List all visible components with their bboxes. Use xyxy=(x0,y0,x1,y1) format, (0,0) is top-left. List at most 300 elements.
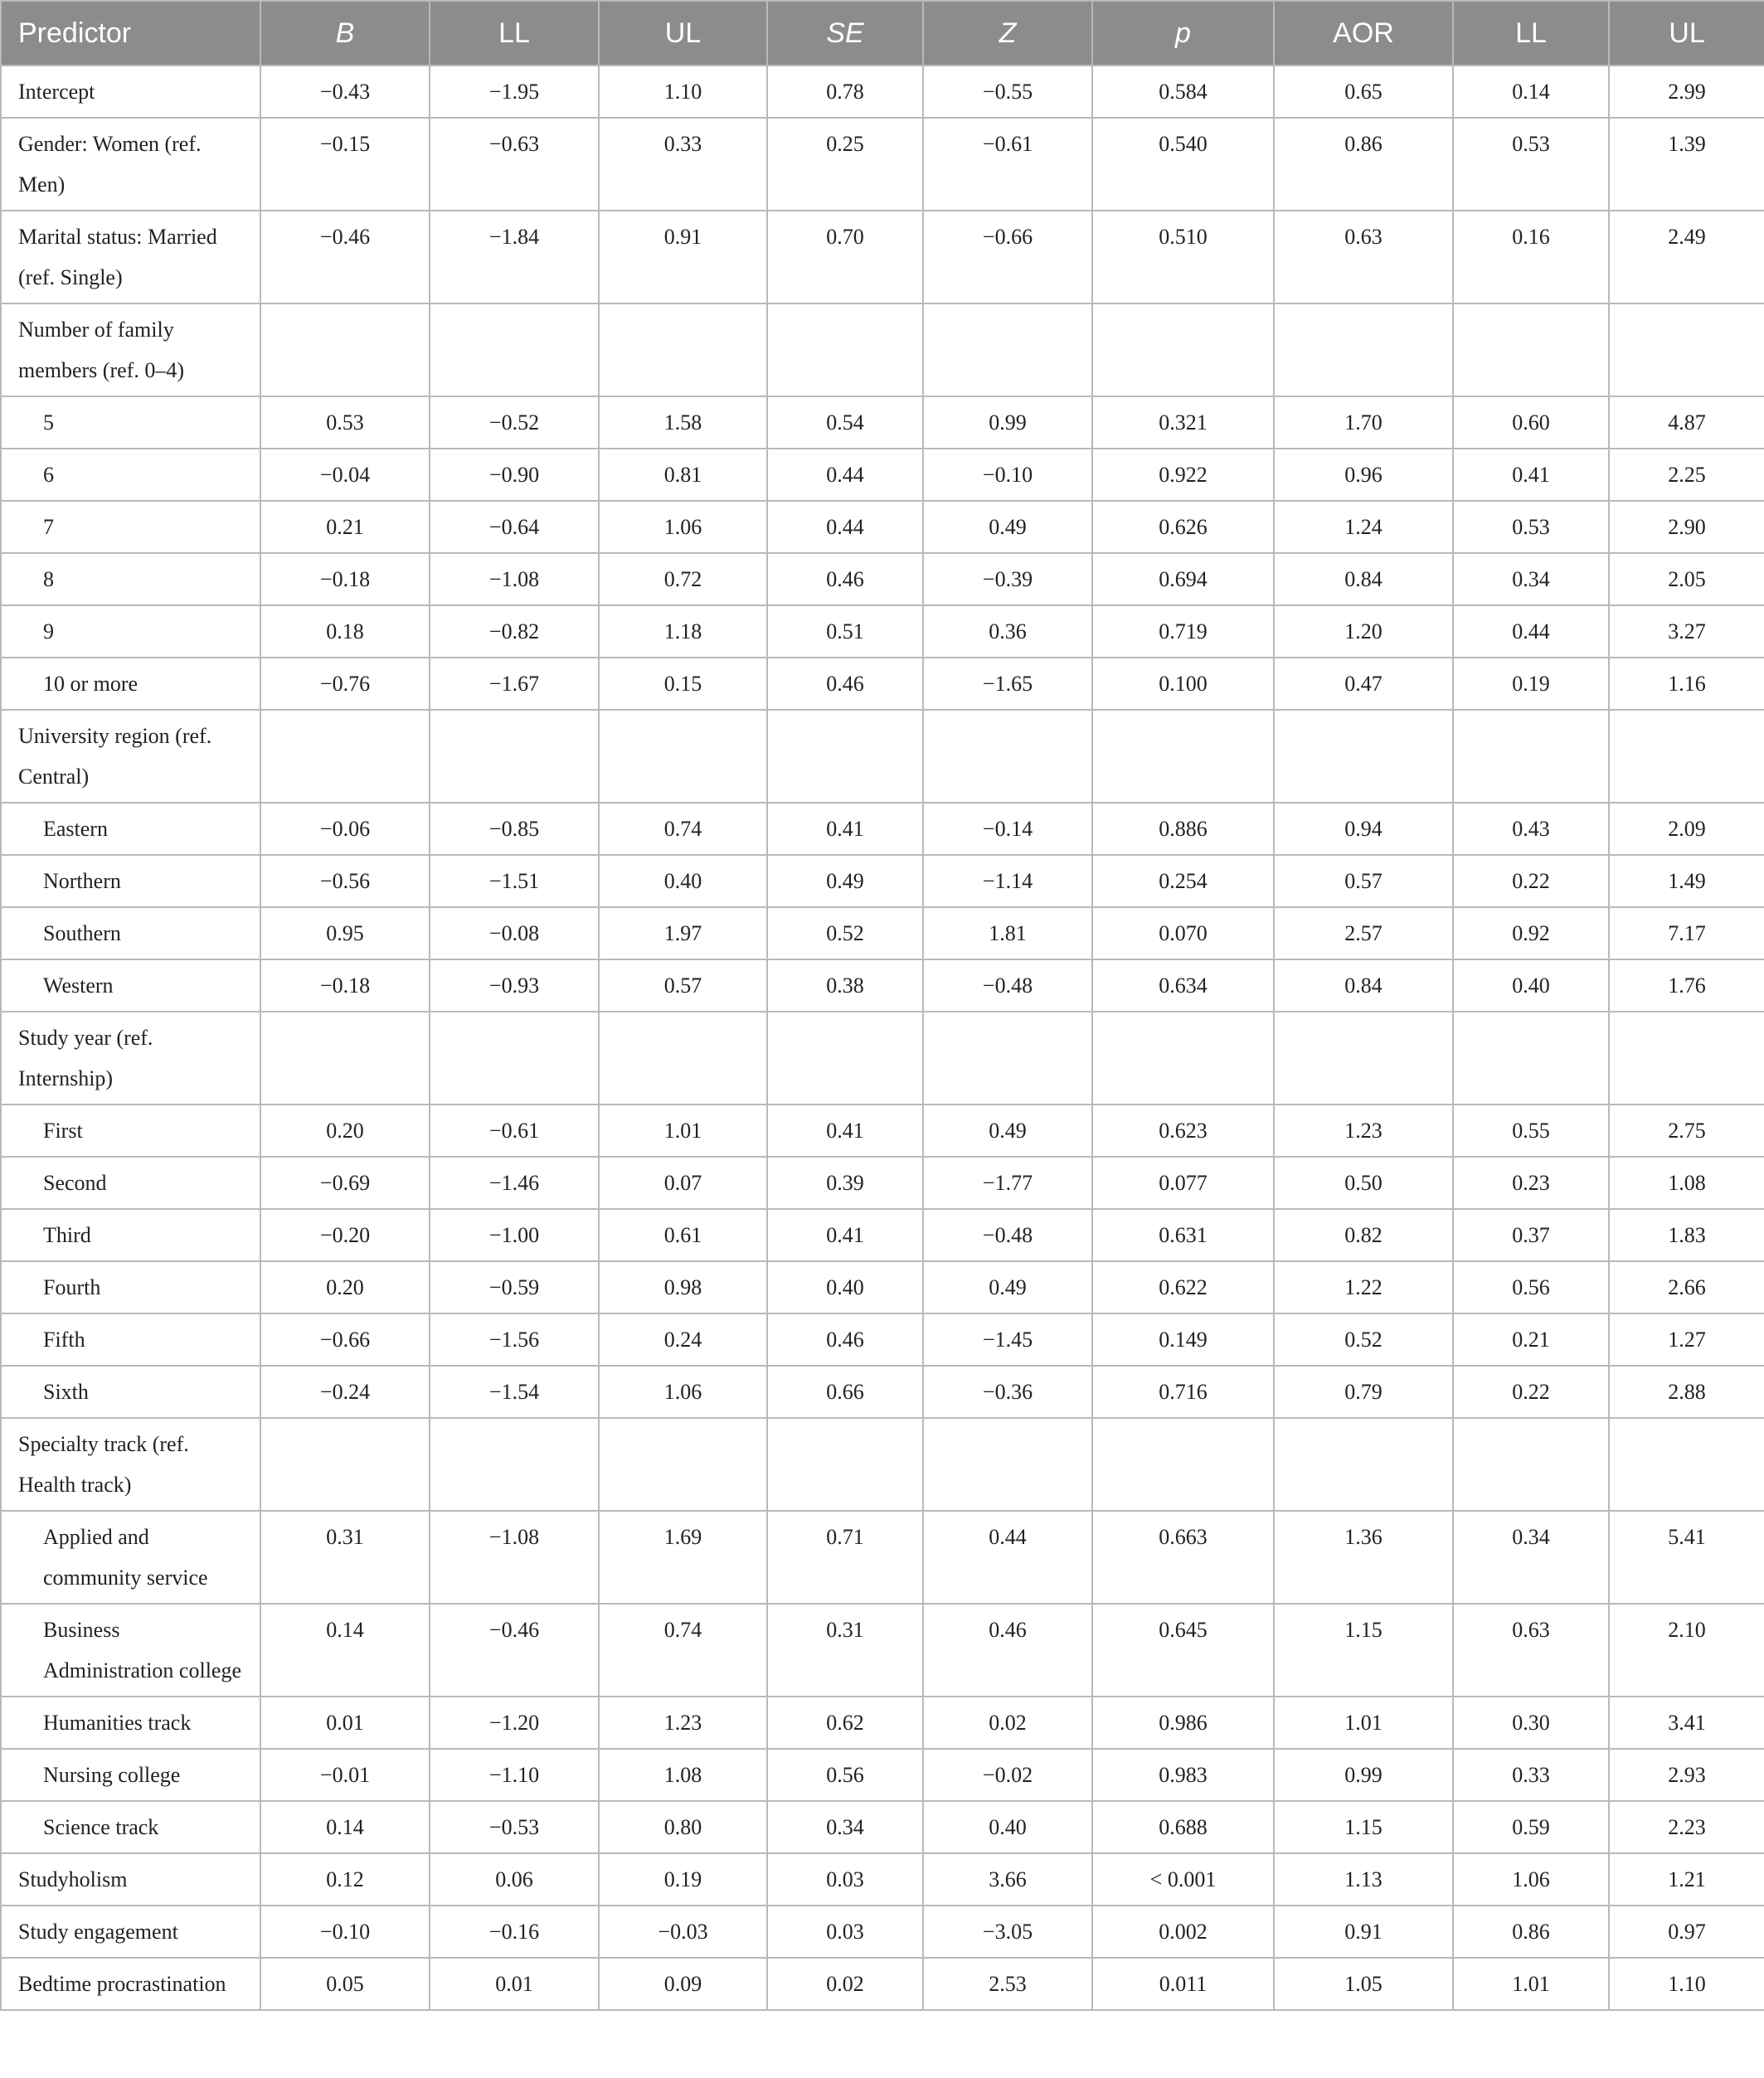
value-cell: 0.37 xyxy=(1453,1209,1609,1261)
value-cell: 1.01 xyxy=(1274,1697,1453,1749)
value-cell xyxy=(599,1418,767,1511)
value-cell xyxy=(1453,1012,1609,1105)
value-cell: −0.46 xyxy=(430,1604,599,1697)
value-cell: 0.986 xyxy=(1092,1697,1274,1749)
table-row xyxy=(1,855,1764,907)
value-cell: 0.321 xyxy=(1092,396,1274,449)
value-cell: 0.002 xyxy=(1092,1906,1274,1958)
value-cell: −0.10 xyxy=(260,1906,430,1958)
value-cell: 1.08 xyxy=(599,1749,767,1801)
value-cell: 0.49 xyxy=(767,855,923,907)
value-cell: 1.13 xyxy=(1274,1853,1453,1906)
table-row xyxy=(1,1157,1764,1209)
value-cell xyxy=(430,1012,599,1105)
value-cell: 2.53 xyxy=(923,1958,1092,2010)
value-cell: 2.25 xyxy=(1609,449,1764,501)
row-sublabel: Nursing college xyxy=(1,1749,260,1801)
row-label: Studyholism xyxy=(1,1853,260,1906)
value-cell: 1.06 xyxy=(599,1366,767,1418)
value-cell: −0.61 xyxy=(923,118,1092,211)
value-cell: −0.90 xyxy=(430,449,599,501)
value-cell xyxy=(1453,710,1609,803)
table-row xyxy=(1,1906,1764,1958)
value-cell: 0.52 xyxy=(1274,1313,1453,1366)
value-cell xyxy=(923,303,1092,396)
value-cell xyxy=(923,1012,1092,1105)
table-row xyxy=(1,1958,1764,2010)
table-row xyxy=(1,1749,1764,1801)
value-cell: −0.69 xyxy=(260,1157,430,1209)
value-cell: 1.39 xyxy=(1609,118,1764,211)
value-cell: 0.070 xyxy=(1092,907,1274,959)
value-cell: 1.05 xyxy=(1274,1958,1453,2010)
value-cell: 0.91 xyxy=(1274,1906,1453,1958)
row-sublabel: Applied and community service xyxy=(1,1511,260,1604)
value-cell xyxy=(599,710,767,803)
value-cell: 3.66 xyxy=(923,1853,1092,1906)
value-cell: 0.49 xyxy=(923,1105,1092,1157)
value-cell xyxy=(767,1012,923,1105)
row-sublabel: 7 xyxy=(1,501,260,553)
value-cell: −0.16 xyxy=(430,1906,599,1958)
value-cell: −0.59 xyxy=(430,1261,599,1313)
value-cell: −0.64 xyxy=(430,501,599,553)
value-cell xyxy=(1609,710,1764,803)
value-cell: 1.10 xyxy=(599,66,767,118)
value-cell: 0.91 xyxy=(599,211,767,303)
value-cell xyxy=(430,710,599,803)
value-cell: 0.19 xyxy=(1453,658,1609,710)
value-cell xyxy=(1274,303,1453,396)
value-cell: −0.48 xyxy=(923,959,1092,1012)
value-cell: 0.44 xyxy=(767,501,923,553)
value-cell: 0.65 xyxy=(1274,66,1453,118)
value-cell: −1.45 xyxy=(923,1313,1092,1366)
value-cell: 0.47 xyxy=(1274,658,1453,710)
value-cell: −0.20 xyxy=(260,1209,430,1261)
value-cell: 0.34 xyxy=(1453,553,1609,605)
value-cell: 0.33 xyxy=(1453,1749,1609,1801)
row-label: Gender: Women (ref. Men) xyxy=(1,118,260,211)
value-cell: −0.18 xyxy=(260,553,430,605)
table-row xyxy=(1,1853,1764,1906)
value-cell: 0.886 xyxy=(1092,803,1274,855)
value-cell: 0.74 xyxy=(599,1604,767,1697)
table-row xyxy=(1,1261,1764,1313)
value-cell: 0.55 xyxy=(1453,1105,1609,1157)
value-cell: 1.06 xyxy=(1453,1853,1609,1906)
value-cell: 0.634 xyxy=(1092,959,1274,1012)
value-cell: 0.922 xyxy=(1092,449,1274,501)
value-cell: −1.67 xyxy=(430,658,599,710)
value-cell: 0.36 xyxy=(923,605,1092,658)
value-cell: 0.02 xyxy=(923,1697,1092,1749)
value-cell: 0.254 xyxy=(1092,855,1274,907)
value-cell: 0.09 xyxy=(599,1958,767,2010)
value-cell xyxy=(1453,303,1609,396)
value-cell: 0.12 xyxy=(260,1853,430,1906)
value-cell: 1.21 xyxy=(1609,1853,1764,1906)
table-row xyxy=(1,907,1764,959)
value-cell: 2.05 xyxy=(1609,553,1764,605)
value-cell: 0.33 xyxy=(599,118,767,211)
row-label: Study engagement xyxy=(1,1906,260,1958)
value-cell: 0.61 xyxy=(599,1209,767,1261)
value-cell: 2.99 xyxy=(1609,66,1764,118)
value-cell: 0.983 xyxy=(1092,1749,1274,1801)
value-cell xyxy=(1092,303,1274,396)
value-cell: −0.01 xyxy=(260,1749,430,1801)
value-cell: 0.84 xyxy=(1274,959,1453,1012)
value-cell: 0.510 xyxy=(1092,211,1274,303)
table-row xyxy=(1,211,1764,303)
value-cell: −0.76 xyxy=(260,658,430,710)
value-cell: 0.05 xyxy=(260,1958,430,2010)
value-cell: 2.66 xyxy=(1609,1261,1764,1313)
table-row xyxy=(1,605,1764,658)
value-cell: 0.97 xyxy=(1609,1906,1764,1958)
value-cell: −1.51 xyxy=(430,855,599,907)
value-cell: 5.41 xyxy=(1609,1511,1764,1604)
value-cell: 0.622 xyxy=(1092,1261,1274,1313)
value-cell: 0.18 xyxy=(260,605,430,658)
value-cell: 0.92 xyxy=(1453,907,1609,959)
header-cell: UL xyxy=(1609,1,1764,66)
value-cell: 0.20 xyxy=(260,1105,430,1157)
value-cell: 0.719 xyxy=(1092,605,1274,658)
value-cell xyxy=(1453,1418,1609,1511)
value-cell: 0.70 xyxy=(767,211,923,303)
value-cell: −1.84 xyxy=(430,211,599,303)
value-cell: 0.99 xyxy=(1274,1749,1453,1801)
row-sublabel: 8 xyxy=(1,553,260,605)
value-cell: −0.61 xyxy=(430,1105,599,1157)
row-label: Number of family members (ref. 0–4) xyxy=(1,303,260,396)
value-cell: 0.21 xyxy=(260,501,430,553)
value-cell: −0.82 xyxy=(430,605,599,658)
value-cell xyxy=(599,303,767,396)
header-row xyxy=(1,1,1764,66)
value-cell: 0.645 xyxy=(1092,1604,1274,1697)
value-cell: 0.14 xyxy=(260,1604,430,1697)
header-cell: Z xyxy=(923,1,1092,66)
value-cell: 0.71 xyxy=(767,1511,923,1604)
table-row xyxy=(1,118,1764,211)
value-cell: 0.716 xyxy=(1092,1366,1274,1418)
row-sublabel: Eastern xyxy=(1,803,260,855)
value-cell: 0.53 xyxy=(1453,501,1609,553)
value-cell: −1.14 xyxy=(923,855,1092,907)
value-cell: 0.95 xyxy=(260,907,430,959)
value-cell: 0.44 xyxy=(1453,605,1609,658)
value-cell: −0.08 xyxy=(430,907,599,959)
value-cell: 0.30 xyxy=(1453,1697,1609,1749)
value-cell: 0.78 xyxy=(767,66,923,118)
value-cell: 0.72 xyxy=(599,553,767,605)
value-cell: 1.58 xyxy=(599,396,767,449)
value-cell: 0.14 xyxy=(1453,66,1609,118)
row-sublabel: Fifth xyxy=(1,1313,260,1366)
value-cell: 0.50 xyxy=(1274,1157,1453,1209)
value-cell: 0.57 xyxy=(1274,855,1453,907)
row-label: Bedtime procrastination xyxy=(1,1958,260,2010)
header-cell: B xyxy=(260,1,430,66)
value-cell xyxy=(1274,1012,1453,1105)
value-cell: −0.18 xyxy=(260,959,430,1012)
value-cell: −0.06 xyxy=(260,803,430,855)
table-row xyxy=(1,396,1764,449)
value-cell: −0.46 xyxy=(260,211,430,303)
value-cell xyxy=(260,1418,430,1511)
value-cell: 0.46 xyxy=(767,1313,923,1366)
value-cell: 0.84 xyxy=(1274,553,1453,605)
value-cell: 0.43 xyxy=(1453,803,1609,855)
value-cell: 0.57 xyxy=(599,959,767,1012)
value-cell: 0.98 xyxy=(599,1261,767,1313)
table-body xyxy=(1,66,1764,2010)
value-cell: 0.02 xyxy=(767,1958,923,2010)
value-cell: 4.87 xyxy=(1609,396,1764,449)
value-cell xyxy=(260,710,430,803)
value-cell: 2.10 xyxy=(1609,1604,1764,1697)
row-sublabel: Sixth xyxy=(1,1366,260,1418)
value-cell: 0.53 xyxy=(260,396,430,449)
value-cell: 0.63 xyxy=(1274,211,1453,303)
value-cell: 0.44 xyxy=(767,449,923,501)
value-cell: 0.540 xyxy=(1092,118,1274,211)
value-cell: 0.56 xyxy=(767,1749,923,1801)
value-cell: −0.36 xyxy=(923,1366,1092,1418)
value-cell: −1.00 xyxy=(430,1209,599,1261)
table-row xyxy=(1,1801,1764,1853)
value-cell: 0.81 xyxy=(599,449,767,501)
value-cell: −0.10 xyxy=(923,449,1092,501)
value-cell: 1.24 xyxy=(1274,501,1453,553)
value-cell: 0.53 xyxy=(1453,118,1609,211)
value-cell: 0.41 xyxy=(767,1105,923,1157)
value-cell: 0.59 xyxy=(1453,1801,1609,1853)
value-cell: 0.44 xyxy=(923,1511,1092,1604)
value-cell: 3.27 xyxy=(1609,605,1764,658)
value-cell: 0.60 xyxy=(1453,396,1609,449)
table-header xyxy=(1,1,1764,66)
value-cell: 0.49 xyxy=(923,1261,1092,1313)
value-cell xyxy=(1092,710,1274,803)
value-cell: 2.90 xyxy=(1609,501,1764,553)
value-cell: −0.03 xyxy=(599,1906,767,1958)
value-cell: −0.39 xyxy=(923,553,1092,605)
value-cell xyxy=(767,1418,923,1511)
value-cell: 0.100 xyxy=(1092,658,1274,710)
row-sublabel: Business Administration college xyxy=(1,1604,260,1697)
table-row xyxy=(1,303,1764,396)
value-cell: 0.14 xyxy=(260,1801,430,1853)
row-sublabel: 5 xyxy=(1,396,260,449)
value-cell: −0.43 xyxy=(260,66,430,118)
value-cell: −1.08 xyxy=(430,553,599,605)
value-cell: 1.08 xyxy=(1609,1157,1764,1209)
value-cell: −1.54 xyxy=(430,1366,599,1418)
value-cell: 1.01 xyxy=(1453,1958,1609,2010)
value-cell xyxy=(1609,1012,1764,1105)
row-sublabel: 10 or more xyxy=(1,658,260,710)
table-row xyxy=(1,1209,1764,1261)
value-cell: 1.20 xyxy=(1274,605,1453,658)
value-cell: 2.23 xyxy=(1609,1801,1764,1853)
value-cell: 0.688 xyxy=(1092,1801,1274,1853)
value-cell: 0.03 xyxy=(767,1853,923,1906)
value-cell: 0.01 xyxy=(260,1697,430,1749)
row-label: Intercept xyxy=(1,66,260,118)
value-cell: 0.626 xyxy=(1092,501,1274,553)
header-cell: p xyxy=(1092,1,1274,66)
value-cell: 0.46 xyxy=(767,553,923,605)
value-cell: −0.55 xyxy=(923,66,1092,118)
value-cell: 0.63 xyxy=(1453,1604,1609,1697)
value-cell xyxy=(1092,1418,1274,1511)
value-cell: 0.39 xyxy=(767,1157,923,1209)
table-row xyxy=(1,710,1764,803)
value-cell: 1.16 xyxy=(1609,658,1764,710)
header-cell: LL xyxy=(430,1,599,66)
value-cell: 0.24 xyxy=(599,1313,767,1366)
value-cell: 1.27 xyxy=(1609,1313,1764,1366)
value-cell: 1.01 xyxy=(599,1105,767,1157)
value-cell: 0.631 xyxy=(1092,1209,1274,1261)
value-cell xyxy=(430,1418,599,1511)
value-cell: 1.22 xyxy=(1274,1261,1453,1313)
value-cell: 0.62 xyxy=(767,1697,923,1749)
value-cell: 0.16 xyxy=(1453,211,1609,303)
value-cell: 7.17 xyxy=(1609,907,1764,959)
value-cell: −0.66 xyxy=(923,211,1092,303)
table-row xyxy=(1,803,1764,855)
value-cell: 0.41 xyxy=(767,1209,923,1261)
value-cell: −1.46 xyxy=(430,1157,599,1209)
value-cell: −1.20 xyxy=(430,1697,599,1749)
value-cell: 0.41 xyxy=(767,803,923,855)
table-row xyxy=(1,1418,1764,1511)
value-cell: 1.49 xyxy=(1609,855,1764,907)
value-cell: 0.663 xyxy=(1092,1511,1274,1604)
value-cell xyxy=(1274,710,1453,803)
value-cell: −0.66 xyxy=(260,1313,430,1366)
value-cell: 1.06 xyxy=(599,501,767,553)
value-cell: 0.40 xyxy=(1453,959,1609,1012)
value-cell: 2.93 xyxy=(1609,1749,1764,1801)
value-cell: 1.69 xyxy=(599,1511,767,1604)
value-cell xyxy=(430,303,599,396)
value-cell: −0.02 xyxy=(923,1749,1092,1801)
row-sublabel: Southern xyxy=(1,907,260,959)
value-cell: −0.24 xyxy=(260,1366,430,1418)
value-cell: 0.94 xyxy=(1274,803,1453,855)
value-cell xyxy=(767,710,923,803)
value-cell: 0.149 xyxy=(1092,1313,1274,1366)
value-cell: 0.82 xyxy=(1274,1209,1453,1261)
value-cell: 0.86 xyxy=(1274,118,1453,211)
value-cell: 0.15 xyxy=(599,658,767,710)
table-row xyxy=(1,1366,1764,1418)
value-cell: 1.81 xyxy=(923,907,1092,959)
value-cell: −3.05 xyxy=(923,1906,1092,1958)
value-cell: −0.63 xyxy=(430,118,599,211)
value-cell: −1.10 xyxy=(430,1749,599,1801)
value-cell: 0.694 xyxy=(1092,553,1274,605)
value-cell: 2.09 xyxy=(1609,803,1764,855)
row-sublabel: Northern xyxy=(1,855,260,907)
value-cell: 0.80 xyxy=(599,1801,767,1853)
value-cell: 0.40 xyxy=(599,855,767,907)
value-cell: 1.97 xyxy=(599,907,767,959)
value-cell: −1.65 xyxy=(923,658,1092,710)
value-cell: 0.38 xyxy=(767,959,923,1012)
value-cell: 1.23 xyxy=(599,1697,767,1749)
value-cell: 0.31 xyxy=(767,1604,923,1697)
row-sublabel: Fourth xyxy=(1,1261,260,1313)
value-cell: −0.04 xyxy=(260,449,430,501)
value-cell: 0.07 xyxy=(599,1157,767,1209)
table-row xyxy=(1,449,1764,501)
header-cell: SE xyxy=(767,1,923,66)
value-cell: 2.57 xyxy=(1274,907,1453,959)
value-cell xyxy=(1092,1012,1274,1105)
value-cell: −0.52 xyxy=(430,396,599,449)
value-cell: 0.46 xyxy=(767,658,923,710)
table-row xyxy=(1,1604,1764,1697)
value-cell: 1.70 xyxy=(1274,396,1453,449)
row-sublabel: 9 xyxy=(1,605,260,658)
value-cell: −0.48 xyxy=(923,1209,1092,1261)
value-cell: 0.52 xyxy=(767,907,923,959)
value-cell xyxy=(599,1012,767,1105)
row-sublabel: First xyxy=(1,1105,260,1157)
row-sublabel: Second xyxy=(1,1157,260,1209)
value-cell: −0.15 xyxy=(260,118,430,211)
value-cell: 0.20 xyxy=(260,1261,430,1313)
value-cell: 1.15 xyxy=(1274,1801,1453,1853)
value-cell xyxy=(923,1418,1092,1511)
value-cell: < 0.001 xyxy=(1092,1853,1274,1906)
value-cell xyxy=(260,1012,430,1105)
value-cell: 1.15 xyxy=(1274,1604,1453,1697)
table-row xyxy=(1,501,1764,553)
table-row xyxy=(1,1697,1764,1749)
value-cell: 0.49 xyxy=(923,501,1092,553)
table-row xyxy=(1,959,1764,1012)
value-cell: 0.011 xyxy=(1092,1958,1274,2010)
row-sublabel: Third xyxy=(1,1209,260,1261)
value-cell: 1.18 xyxy=(599,605,767,658)
row-label: Specialty track (ref. Health track) xyxy=(1,1418,260,1511)
value-cell: 0.34 xyxy=(1453,1511,1609,1604)
value-cell: 0.22 xyxy=(1453,855,1609,907)
value-cell: 0.25 xyxy=(767,118,923,211)
value-cell: 0.23 xyxy=(1453,1157,1609,1209)
value-cell: 1.36 xyxy=(1274,1511,1453,1604)
value-cell: 0.86 xyxy=(1453,1906,1609,1958)
header-cell: AOR xyxy=(1274,1,1453,66)
row-label: Marital status: Married (ref. Single) xyxy=(1,211,260,303)
value-cell: 3.41 xyxy=(1609,1697,1764,1749)
header-predictor: Predictor xyxy=(1,1,260,66)
table-row xyxy=(1,1313,1764,1366)
row-label: University region (ref. Central) xyxy=(1,710,260,803)
value-cell: 0.41 xyxy=(1453,449,1609,501)
value-cell: 0.79 xyxy=(1274,1366,1453,1418)
value-cell: 0.077 xyxy=(1092,1157,1274,1209)
value-cell: 0.31 xyxy=(260,1511,430,1604)
